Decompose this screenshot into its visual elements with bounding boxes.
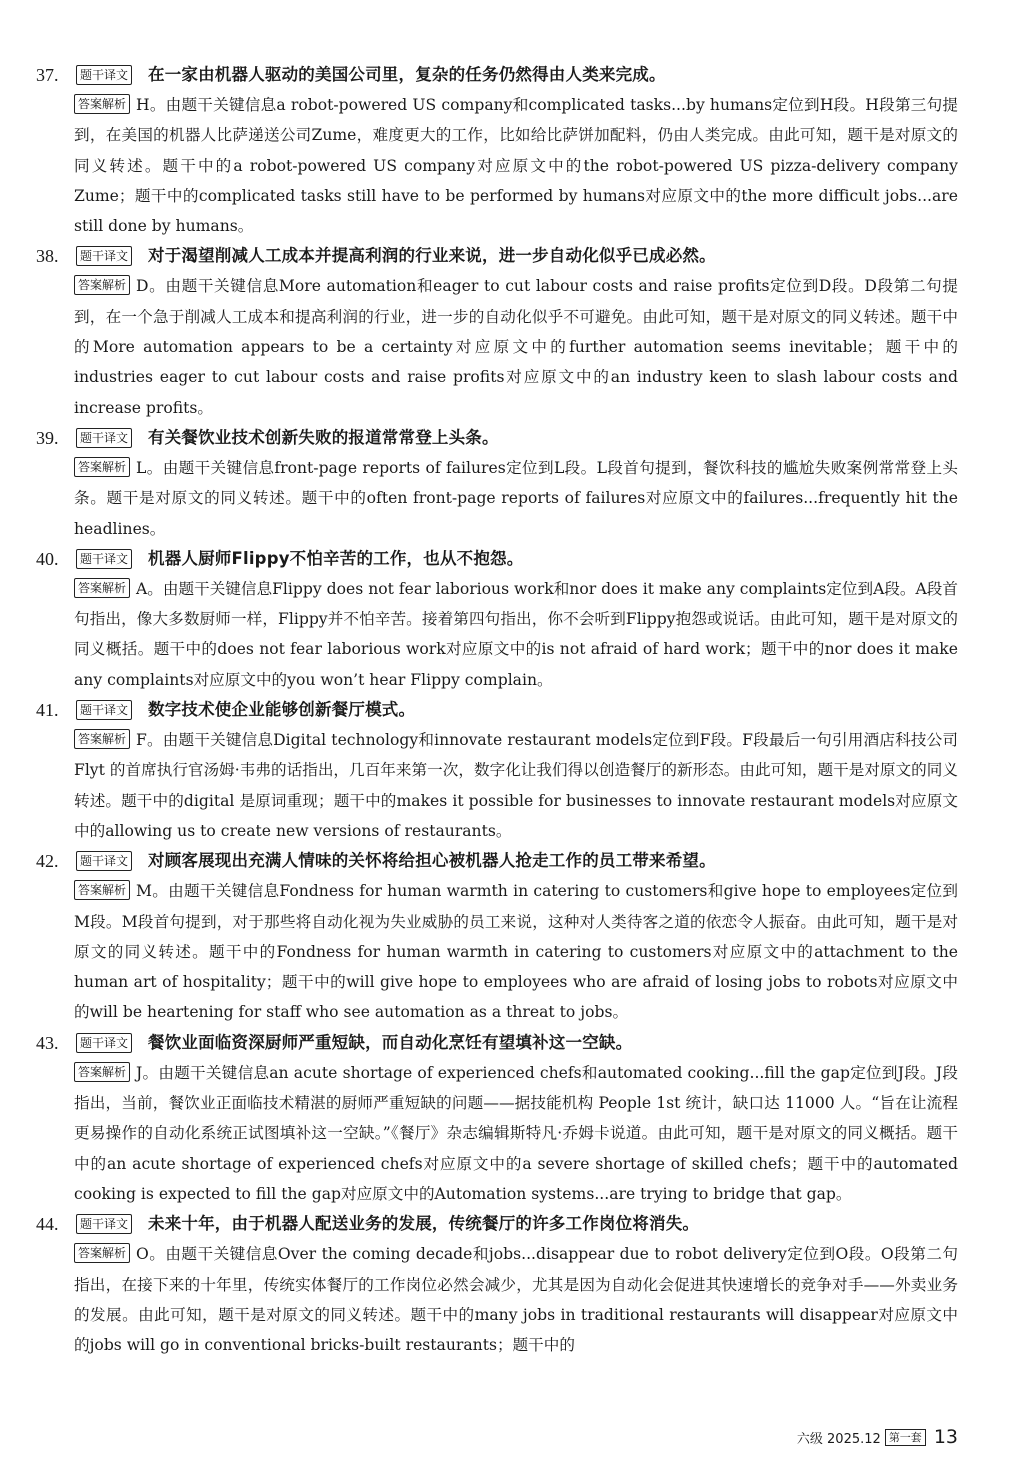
question-39 xyxy=(0,423,1020,544)
question-38 xyxy=(0,241,1020,422)
question-number: 41. xyxy=(36,700,59,721)
question-header xyxy=(0,544,1020,574)
answer-analysis xyxy=(0,453,1020,544)
translation-badge: 题干译文 xyxy=(76,549,132,569)
exam-answer-page xyxy=(0,60,1020,1360)
analysis-badge: 答案解析 xyxy=(74,275,130,295)
question-translation: 对于渴望削减人工成本并提高利润的行业来说，进一步自动化似乎已成必然。 xyxy=(148,246,716,266)
translation-badge: 题干译文 xyxy=(76,1033,132,1053)
translation-badge: 题干译文 xyxy=(76,1214,132,1234)
question-44 xyxy=(0,1209,1020,1360)
answer-analysis xyxy=(0,876,1020,1027)
analysis-badge: 答案解析 xyxy=(74,1243,130,1263)
analysis-badge: 答案解析 xyxy=(74,578,130,598)
question-header xyxy=(0,423,1020,453)
answer-analysis xyxy=(0,574,1020,695)
answer-analysis xyxy=(0,271,1020,422)
answer-analysis xyxy=(0,90,1020,241)
question-number: 38. xyxy=(36,246,59,267)
analysis-badge: 答案解析 xyxy=(74,729,130,749)
question-translation: 对顾客展现出充满人情味的关怀将给担心被机器人抢走工作的员工带来希望。 xyxy=(148,851,716,871)
analysis-text: F。由题干关键信息Digital technology和innovate restaurant models定位到F段。F段最后一句引用酒店科技公司 Flyt 的首席执行官汤姆·韦弗的话指出，几百年来第一次，数字化让我们得以创造餐厅的新形态。由此可知，题干是对原文的同义转述。题干中的digital 是原词重现；题干中的makes it possible for businesses to innovate restaurant models对应原文中的allowing us to create new versions of restaurants。 xyxy=(74,731,958,840)
analysis-text: D。由题干关键信息More automation和eager to cut labour costs and raise profits定位到D段。D段第二句提到，在一个急于削减人工成本和提高利润的行业，进一步的自动化似乎不可避免。由此可知，题干是对原文的同义转述。题干中的More automation appears to be a certainty对应原文中的further automation seems inevitable；题干中的industries eager to cut labour costs and raise profits对应原文中的an industry keen to slash labour costs and increase profits。 xyxy=(74,277,958,417)
exam-level-date: 六级 2025.12 xyxy=(796,1431,881,1447)
question-header xyxy=(0,1028,1020,1058)
question-translation: 餐饮业面临资深厨师严重短缺，而自动化烹饪有望填补这一空缺。 xyxy=(148,1032,633,1052)
question-translation: 有关餐饮业技术创新失败的报道常常登上头条。 xyxy=(148,427,499,447)
answer-analysis xyxy=(0,725,1020,846)
question-40 xyxy=(0,544,1020,695)
analysis-badge: 答案解析 xyxy=(74,880,130,900)
question-header xyxy=(0,846,1020,876)
analysis-badge: 答案解析 xyxy=(74,94,130,114)
answer-analysis xyxy=(0,1239,1020,1360)
question-number: 42. xyxy=(36,851,59,872)
translation-badge: 题干译文 xyxy=(76,246,132,266)
translation-badge: 题干译文 xyxy=(76,851,132,871)
page-footer xyxy=(797,1422,958,1452)
question-number: 40. xyxy=(36,548,59,569)
analysis-text: L。由题干关键信息front-page reports of failures定位到L段。L段首句提到，餐饮科技的尴尬失败案例常常登上头条。题干是对原文的同义转述。题干中的often front-page reports of failures对应原文中的failures...frequently hit the headlines。 xyxy=(74,458,958,538)
analysis-text: M。由题干关键信息Fondness for human warmth in catering to customers和give hope to employees定位到M段。M段首句提到，对于那些将自动化视为失业威胁的员工来说，这种对人类待客之道的依恋令人振奋。由此可知，题干是对原文的同义转述。题干中的Fondness for human warmth in catering to customers对应原文中的attachment to the human art of hospitality；题干中的will give hope to employees who are afraid of losing jobs to robots对应原文中的will be heartening for staff who see automation as a threat to jobs。 xyxy=(74,882,958,1022)
question-42 xyxy=(0,846,1020,1027)
answer-analysis xyxy=(0,1058,1020,1209)
question-header xyxy=(0,60,1020,90)
analysis-text: A。由题干关键信息Flippy does not fear laborious work和nor does it make any complaints定位到A段。A段首句指出，像大多数厨师一样，Flippy并不怕辛苦。接着第四句指出，你不会听到Flippy抱怨或说话。由此可知，题干是对原文的同义概括。题干中的does not fear laborious work对应原文中的is not afraid of hard work；题干中的nor does it make any complaints对应原文中的you won’t hear Flippy complain。 xyxy=(74,579,958,689)
analysis-text: J。由题干关键信息an acute shortage of experienced chefs和automated cooking...fill the gap定位到J段。J段指出，当前，餐饮业正面临技术精湛的厨师严重短缺的问题——据技能机构 People 1st 统计，缺口达 11000 人。“旨在让流程更易操作的自动化系统正试图填补这一空缺。”《餐厅》杂志编辑斯特凡·乔姆卡说道。由此可知，题干是对原文的同义概括。题干中的an acute shortage of experienced chefs对应原文中的a severe shortage of skilled chefs；题干中的automated cooking is expected to fill the gap对应原文中的Automation systems...are trying to bridge that gap。 xyxy=(74,1063,958,1203)
question-header xyxy=(0,1209,1020,1239)
question-translation: 数字技术使企业能够创新餐厅模式。 xyxy=(148,700,416,720)
question-translation: 未来十年，由于机器人配送业务的发展，传统餐厅的许多工作岗位将消失。 xyxy=(148,1214,700,1234)
translation-badge: 题干译文 xyxy=(76,65,132,85)
question-translation: 机器人厨师Flippy不怕辛苦的工作，也从不抱怨。 xyxy=(148,548,524,568)
analysis-badge: 答案解析 xyxy=(74,1062,130,1082)
question-translation: 在一家由机器人驱动的美国公司里，复杂的任务仍然得由人类来完成。 xyxy=(148,65,666,84)
question-43 xyxy=(0,1028,1020,1209)
question-number: 43. xyxy=(36,1032,59,1053)
question-41 xyxy=(0,695,1020,846)
question-header xyxy=(0,695,1020,725)
question-37 xyxy=(0,60,1020,241)
analysis-text: O。由题干关键信息Over the coming decade和jobs...disappear due to robot delivery定位到O段。O段第二句指出，在接下来的十年里，传统实体餐厅的工作岗位必然会减少，尤其是因为自动化会促进其快速增长的竞争对手——外卖业务的发展。由此可知，题干是对原文的同义转述。题干中的many jobs in traditional restaurants will disappear对应原文中的jobs will go in conventional bricks-built restaurants；题干中的 xyxy=(74,1245,958,1355)
translation-badge: 题干译文 xyxy=(76,428,132,448)
question-header xyxy=(0,241,1020,271)
analysis-badge: 答案解析 xyxy=(74,457,130,477)
question-number: 37. xyxy=(36,65,59,85)
page-number: 13 xyxy=(933,1426,958,1448)
exam-set-label: 第一套 xyxy=(885,1429,926,1446)
translation-badge: 题干译文 xyxy=(76,700,132,720)
question-number: 44. xyxy=(36,1214,59,1235)
analysis-text: H。由题干关键信息a robot-powered US company和complicated tasks...by humans定位到H段。H段第三句提到，在美国的机器人比萨递送公司Zume，难度更大的工作，比如给比萨饼加配料，仍由人类完成。由此可知，题干是对原文的同义转述。题干中的a robot-powered US company对应原文中的the robot-powered US pizza-delivery company Zume；题干中的complicated tasks still have to be performed by humans对应原文中的the more difficult jobs...are still done by humans。 xyxy=(74,96,958,236)
question-number: 39. xyxy=(36,427,59,448)
